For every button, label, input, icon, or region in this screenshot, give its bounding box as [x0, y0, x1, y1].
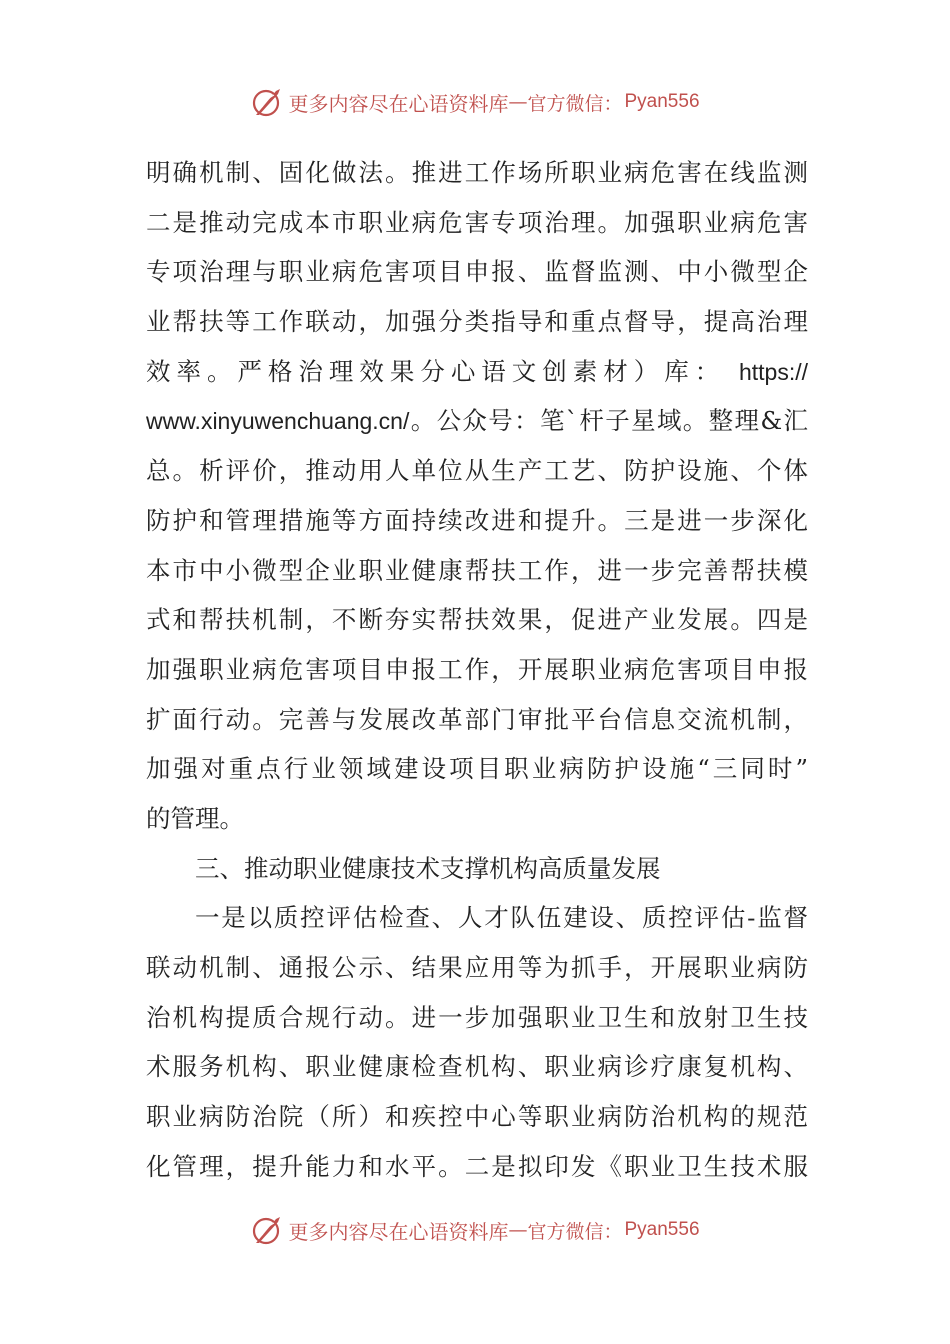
banner-wechat-label: 官方微信： [527, 1220, 623, 1243]
url-segment-end: www.xinyuwenchuang.cn/ [146, 408, 410, 435]
text-segment: 。公众号：笔`杆子星域。整理&汇 [409, 406, 808, 436]
quill-pen-logo-icon [250, 1213, 284, 1247]
banner-lead-text: 更多内容尽在心语资料库 [288, 1219, 509, 1244]
banner-wechat-id: Pyan556 [624, 1219, 700, 1240]
text-line: 化管理，提升能力和水平。二是拟印发《职业卫生技术服 [146, 1151, 808, 1181]
text-line: 专项治理与职业病危害项目申报、监督监测、中小微型企 [146, 257, 808, 287]
section-heading: 三、推动职业健康技术支撑机构高质量发展 [195, 853, 661, 883]
text-line-with-url [146, 396, 808, 446]
text-line: 治机构提质合规行动。进一步加强职业卫生和放射卫生技 [146, 1002, 808, 1032]
footer-banner [0, 1210, 950, 1250]
banner-lead-text: 更多内容尽在心语资料库 [288, 91, 509, 116]
text-line: 业帮扶等工作联动，加强分类指导和重点督导，提高治理 [146, 307, 808, 337]
text-line-with-url [146, 347, 808, 397]
text-line: 本市中小微型企业职业健康帮扶工作，进一步完善帮扶模 [146, 555, 808, 585]
text-line: 的管理。 [146, 803, 244, 833]
quill-pen-logo-icon [250, 85, 284, 119]
banner-dash: — [508, 1219, 528, 1241]
text-line: 职业病防治院（所）和疾控中心等职业病防治机构的规范 [146, 1102, 808, 1132]
text-line: 联动机制、通报公示、结果应用等为抓手，开展职业病防 [146, 953, 808, 982]
text-line: 防护和管理措施等方面持续改进和提升。三是进一步深化 [146, 505, 808, 535]
text-line: 式和帮扶机制，不断夯实帮扶效果，促进产业发展。四是 [146, 605, 808, 635]
document-body [146, 148, 808, 1191]
banner-dash: — [508, 91, 528, 113]
text-line: 扩面行动。完善与发展改革部门审批平台信息交流机制， [146, 704, 808, 734]
text-line: 总。析评价，推动用人单位从生产工艺、防护设施、个体 [146, 456, 808, 486]
text-line: 一是以质控评估检查、人才队伍建设、质控评估-监督 [195, 903, 808, 933]
header-banner [0, 82, 950, 122]
url-segment-start: https:// [738, 358, 808, 385]
text-line: 加强对重点行业领域建设项目职业病防护设施“三同时” [146, 754, 808, 784]
text-line: 加强职业病危害项目申报工作，开展职业病危害项目申报 [146, 654, 808, 684]
banner-wechat-label: 官方微信： [527, 92, 623, 115]
text-line: 明确机制、固化做法。推进工作场所职业病危害在线监测 [146, 158, 808, 187]
text-segment: 效率。严格治理效果分心语文创素材）库： [146, 356, 726, 386]
banner-wechat-id: Pyan556 [624, 91, 700, 112]
text-line: 二是推动完成本市职业病危害专项治理。加强职业病危害 [146, 207, 808, 237]
text-line: 术服务机构、职业健康检查机构、职业病诊疗康复机构、 [146, 1052, 808, 1082]
